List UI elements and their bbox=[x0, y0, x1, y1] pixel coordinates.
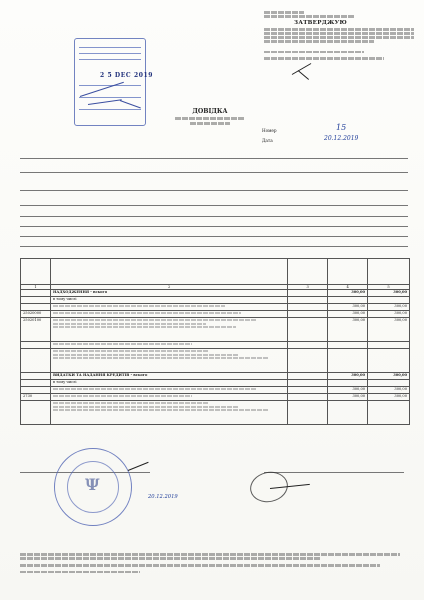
row-total bbox=[368, 297, 410, 304]
row-name bbox=[50, 387, 287, 394]
column-number: 2 bbox=[50, 285, 287, 290]
column-number: 5 bbox=[368, 285, 410, 290]
row-special-fund: 300,00 bbox=[328, 387, 368, 394]
changes-table bbox=[20, 258, 410, 425]
table-row bbox=[21, 373, 410, 380]
row-total bbox=[368, 342, 410, 349]
column-header bbox=[328, 259, 368, 285]
row-code bbox=[21, 380, 51, 387]
table-row bbox=[21, 401, 410, 425]
approval-title: ЗАТВЕРДЖУЮ bbox=[294, 19, 348, 26]
table-row bbox=[21, 297, 410, 304]
row-name bbox=[50, 318, 287, 342]
manager-signature bbox=[128, 462, 149, 471]
table-row bbox=[21, 387, 410, 394]
date-label: Дата bbox=[262, 138, 273, 143]
table-row bbox=[21, 342, 410, 349]
department-line bbox=[20, 190, 408, 191]
row-special-fund bbox=[328, 297, 368, 304]
date-value: 20.12.2019 bbox=[324, 135, 359, 142]
row-special-fund: 300,00 bbox=[328, 311, 368, 318]
row-total: 300,00 bbox=[368, 394, 410, 401]
date-row bbox=[262, 135, 359, 144]
row-code: 2730 bbox=[21, 394, 51, 401]
column-number: 4 bbox=[328, 285, 368, 290]
row-general-fund bbox=[288, 387, 328, 394]
heading-title: ДОВІДКА bbox=[192, 108, 228, 115]
row-name: в тому числі bbox=[50, 380, 287, 387]
row-name bbox=[50, 304, 287, 311]
row-total: 300,00 bbox=[368, 318, 410, 342]
row-code bbox=[21, 373, 51, 380]
row-name: в тому числі bbox=[50, 297, 287, 304]
row-code bbox=[21, 387, 51, 394]
director-signature bbox=[298, 70, 309, 80]
number-row bbox=[262, 123, 347, 134]
table-row bbox=[21, 290, 410, 297]
row-special-fund: 300,00 bbox=[328, 290, 368, 297]
row-general-fund bbox=[288, 394, 328, 401]
budget-line bbox=[20, 158, 408, 159]
number-label: Номер bbox=[262, 128, 277, 133]
program-line-2 bbox=[20, 226, 408, 227]
row-general-fund bbox=[288, 311, 328, 318]
row-code bbox=[21, 342, 51, 349]
row-general-fund bbox=[288, 297, 328, 304]
row-name bbox=[50, 342, 287, 349]
column-header bbox=[50, 259, 287, 285]
row-general-fund bbox=[288, 401, 328, 425]
row-special-fund bbox=[328, 401, 368, 425]
row-general-fund bbox=[288, 318, 328, 342]
basis-line bbox=[20, 246, 408, 247]
column-number: 1 bbox=[21, 285, 51, 290]
trident-icon: Ψ bbox=[85, 475, 100, 494]
column-header bbox=[288, 259, 328, 285]
row-general-fund bbox=[288, 304, 328, 311]
row-special-fund bbox=[328, 380, 368, 387]
row-name bbox=[50, 394, 287, 401]
row-total: 300,00 bbox=[368, 290, 410, 297]
document-heading bbox=[150, 108, 270, 127]
row-code bbox=[21, 297, 51, 304]
row-total: 300,00 bbox=[368, 373, 410, 380]
table-row bbox=[21, 380, 410, 387]
column-header bbox=[21, 259, 51, 285]
footnotes bbox=[20, 552, 410, 575]
row-name: ВИДАТКИ ТА НАДАННЯ КРЕДИТІВ - всього bbox=[50, 373, 287, 380]
row-special-fund: 300,00 bbox=[328, 373, 368, 380]
row-code: 25020100 bbox=[21, 318, 51, 342]
edrpou-line bbox=[20, 172, 408, 173]
program-line bbox=[20, 216, 408, 217]
row-general-fund bbox=[288, 342, 328, 349]
row-code bbox=[21, 290, 51, 297]
row-total: 300,00 bbox=[368, 304, 410, 311]
table-row bbox=[21, 311, 410, 318]
row-code bbox=[21, 401, 51, 425]
row-total: 300,00 bbox=[368, 387, 410, 394]
row-name bbox=[50, 311, 287, 318]
row-special-fund bbox=[328, 349, 368, 373]
row-general-fund bbox=[288, 380, 328, 387]
row-general-fund bbox=[288, 373, 328, 380]
row-special-fund bbox=[328, 342, 368, 349]
row-total bbox=[368, 380, 410, 387]
row-name bbox=[50, 401, 287, 425]
official-seal bbox=[54, 448, 132, 526]
row-total bbox=[368, 401, 410, 425]
table-row bbox=[21, 318, 410, 342]
number-value: 15 bbox=[336, 123, 347, 132]
row-code bbox=[21, 304, 51, 311]
table-row bbox=[21, 394, 410, 401]
row-total bbox=[368, 349, 410, 373]
row-special-fund: 300,00 bbox=[328, 304, 368, 311]
column-number: 3 bbox=[288, 285, 328, 290]
registration-stamp bbox=[74, 38, 146, 126]
row-name bbox=[50, 349, 287, 373]
signed-date: 20.12.2019 bbox=[148, 494, 178, 500]
date-stamp: 2 5 DEC 2019 bbox=[100, 72, 154, 79]
row-general-fund bbox=[288, 349, 328, 373]
row-code: 25020000 bbox=[21, 311, 51, 318]
table-row bbox=[21, 349, 410, 373]
row-code bbox=[21, 349, 51, 373]
table-row bbox=[21, 304, 410, 311]
row-special-fund: 300,00 bbox=[328, 394, 368, 401]
row-special-fund: 300,00 bbox=[328, 318, 368, 342]
row-name: НАДХОДЖЕННЯ - всього bbox=[50, 290, 287, 297]
approval-block bbox=[264, 10, 414, 61]
department-line-2 bbox=[20, 205, 408, 206]
accountant-signature-line bbox=[264, 472, 404, 473]
column-header bbox=[368, 259, 410, 285]
row-total: 300,00 bbox=[368, 311, 410, 318]
row-general-fund bbox=[288, 290, 328, 297]
program-line-3 bbox=[20, 236, 408, 237]
